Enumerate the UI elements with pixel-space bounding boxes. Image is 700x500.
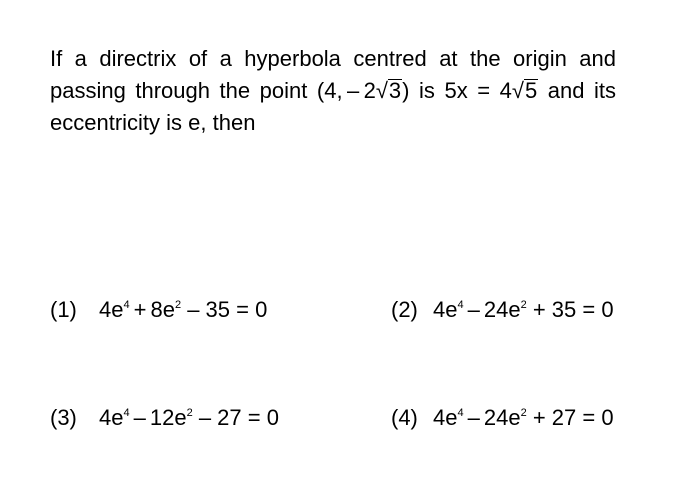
option-4[interactable] bbox=[391, 404, 614, 432]
exponent-2: 2 bbox=[520, 299, 527, 311]
exponent-2: 2 bbox=[520, 407, 527, 419]
option-number: (1) bbox=[50, 297, 77, 322]
term-rest: – 27 = 0 bbox=[198, 405, 279, 430]
question-line-2-is: is bbox=[419, 78, 435, 103]
point-close: ) bbox=[402, 78, 410, 103]
question-line-2-end: and its bbox=[547, 78, 616, 103]
radical-sign-icon: √ bbox=[511, 78, 524, 103]
term-1: 4e bbox=[99, 405, 124, 430]
operator-1: – bbox=[467, 297, 480, 322]
option-number: (4) bbox=[391, 405, 418, 430]
term-rest: – 35 = 0 bbox=[187, 297, 268, 322]
point-expression bbox=[317, 78, 410, 103]
option-expression bbox=[99, 297, 267, 322]
option-1[interactable] bbox=[50, 296, 267, 324]
term-1: 4e bbox=[99, 297, 124, 322]
directrix-lhs: 5x = 4 bbox=[444, 78, 512, 103]
option-number: (3) bbox=[50, 405, 77, 430]
question-line-2 bbox=[50, 75, 616, 107]
term-rest: + 27 = 0 bbox=[532, 405, 614, 430]
sqrt-five-radicand: 5 bbox=[524, 78, 538, 103]
option-2[interactable] bbox=[391, 296, 614, 324]
term-2: 8e bbox=[150, 297, 175, 322]
option-number: (2) bbox=[391, 297, 418, 322]
question-text bbox=[50, 43, 616, 139]
point-open: (4, – 2 bbox=[316, 78, 376, 103]
exponent-1: 4 bbox=[123, 407, 130, 419]
term-1: 4e bbox=[433, 405, 458, 430]
term-1: 4e bbox=[433, 297, 458, 322]
option-expression bbox=[99, 405, 279, 430]
exponent-1: 4 bbox=[123, 299, 130, 311]
operator-1: – bbox=[133, 405, 146, 430]
sqrt-three-radicand: 3 bbox=[388, 78, 402, 103]
term-2: 12e bbox=[149, 405, 187, 430]
option-expression bbox=[433, 405, 614, 430]
term-2: 24e bbox=[483, 297, 521, 322]
operator-1: + bbox=[133, 297, 147, 322]
radical-sign-icon: √ bbox=[375, 78, 388, 103]
term-2: 24e bbox=[483, 405, 521, 430]
exponent-2: 2 bbox=[174, 299, 182, 311]
option-3[interactable] bbox=[50, 404, 279, 432]
sqrt-five bbox=[512, 75, 538, 107]
operator-1: – bbox=[467, 405, 480, 430]
directrix-expression bbox=[444, 78, 538, 103]
exponent-1: 4 bbox=[457, 299, 464, 311]
term-rest: + 35 = 0 bbox=[532, 297, 614, 322]
question-line-3: eccentricity is e, then bbox=[50, 110, 256, 135]
sqrt-three bbox=[376, 75, 402, 107]
question-line-1: If a directrix of a hyperbola centred at the origin and bbox=[50, 46, 616, 71]
exponent-1: 4 bbox=[457, 407, 464, 419]
exponent-2: 2 bbox=[186, 407, 193, 419]
option-expression bbox=[433, 297, 614, 322]
question-line-2-start: passing through the point bbox=[50, 78, 308, 103]
